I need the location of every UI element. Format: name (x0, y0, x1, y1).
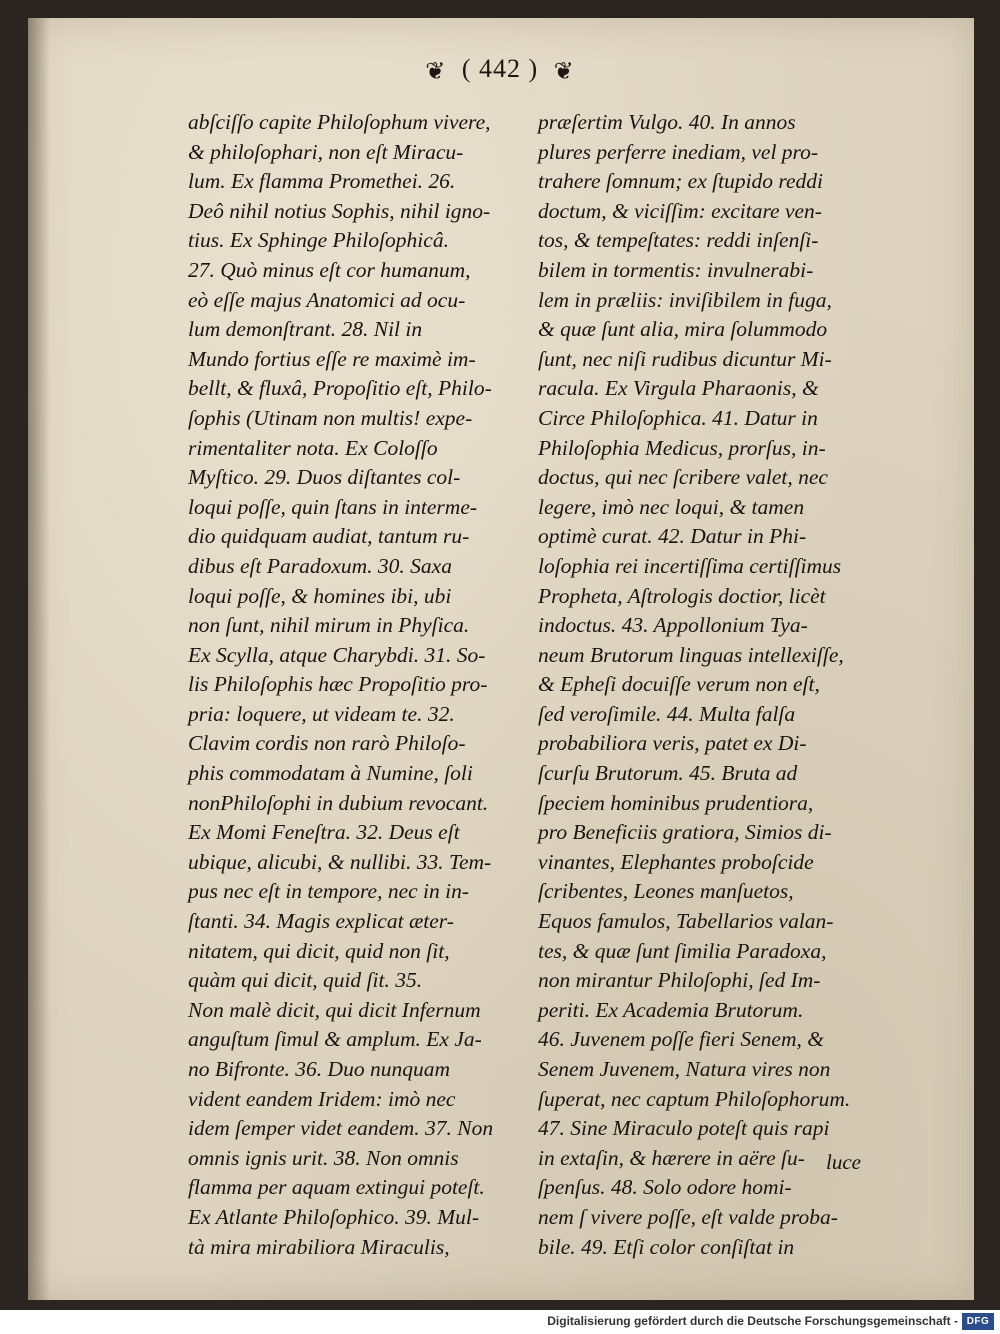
right-text-column (538, 108, 868, 1262)
text-line: lum. Ex flamma Promethei. 26. (188, 169, 456, 194)
text-line: ſuperat, nec captum Philoſophorum. (538, 1086, 851, 1111)
text-line: pus nec eſt in tempore, nec in in- (188, 879, 470, 904)
text-line: plures perferre inediam, vel pro- (538, 139, 819, 164)
text-line: ſtanti. 34. Magis explicat æter- (188, 909, 454, 934)
text-line: trahere ſomnum; ex ſtupido reddi (538, 169, 824, 194)
text-line: vinantes, Elephantes proboſcide (538, 849, 814, 874)
text-line: Ex Atlante Philoſophico. 39. Mul- (188, 1204, 479, 1229)
text-line: lis Philoſophis hæc Propoſitio pro- (188, 672, 488, 697)
text-line: Ex Momi Feneſtra. 32. Deus eſt (188, 820, 460, 845)
text-line: tius. Ex Sphinge Philoſophicâ. (188, 228, 449, 253)
text-line: ubique, alicubi, & nullibi. 33. Tem- (188, 849, 492, 874)
text-line: in extaſin, & hærere in aëre ſu- (538, 1145, 805, 1170)
text-line: nem ſ vivere poſſe, eſt valde proba- (538, 1204, 838, 1229)
text-line: optimè curat. 42. Datur in Phi- (538, 524, 807, 549)
text-line: Ex Scylla, atque Charybdi. 31. So- (188, 642, 486, 667)
left-ornament-icon: ❦ (425, 58, 447, 85)
text-line: nitatem, qui dicit, quid non ſit, (188, 938, 450, 963)
dfg-logo: DFG (962, 1313, 994, 1330)
text-line: nonPhiloſophi in dubium revocant. (188, 790, 489, 815)
text-line: 46. Juvenem poſſe fieri Senem, & (538, 1027, 824, 1052)
text-line: non ſunt, nihil mirum in Phyſica. (188, 613, 470, 638)
text-line: eò eſſe majus Anatomici ad ocu- (188, 287, 466, 312)
text-line: Propheta, Aſtrologis doctior, licèt (538, 583, 826, 608)
text-line: 47. Sine Miraculo poteſt quis rapi (538, 1116, 830, 1141)
text-line: vident eandem Iridem: imò nec (188, 1086, 456, 1111)
text-line: non mirantur Philoſophi, ſed Im- (538, 968, 821, 993)
text-line: flamma per aquam extingui poteſt. (188, 1175, 485, 1200)
text-line: & Epheſi docuiſſe verum non eſt, (538, 672, 820, 697)
text-line: ſunt, nec niſi rudibus dicuntur Mi- (538, 346, 832, 371)
text-line: ſed veroſimile. 44. Multa falſa (538, 701, 796, 726)
text-line: Equos famulos, Tabellarios valan- (538, 909, 834, 934)
left-text-column (188, 108, 528, 1262)
text-line: racula. Ex Virgula Pharaonis, & (538, 376, 819, 401)
text-line: phis commodatam à Numine, ſoli (188, 761, 473, 786)
text-line: dio quidquam audiat, tantum ru- (188, 524, 470, 549)
text-line: loſophia rei incertiſſima certiſſimus (538, 553, 842, 578)
text-line: Senem Juvenem, Natura vires non (538, 1057, 831, 1081)
footer-credit: Digitalisierung gefördert durch die Deutsche Forschungsgemeinschaft - (547, 1314, 958, 1328)
text-line: Non malè dicit, qui dicit Infernum (188, 997, 481, 1022)
text-line: bellt, & fluxâ, Propoſitio eſt, Philo- (188, 376, 492, 401)
page-number: ( 442 ) (461, 54, 539, 83)
text-line: neum Brutorum linguas intellexiſſe, (538, 642, 844, 667)
text-line: pro Beneficiis gratiora, Simios di- (538, 820, 832, 845)
text-line: lem in præliis: inviſibilem in fuga, (538, 287, 832, 312)
text-line: ſophis (Utinam non multis! expe- (188, 405, 473, 430)
gutter-shadow (28, 18, 50, 1300)
text-line: no Bifronte. 36. Duo nunquam (188, 1057, 450, 1081)
text-line: bilem in tormentis: invulnerabi- (538, 257, 814, 282)
text-line: ſcurſu Brutorum. 45. Bruta ad (538, 761, 798, 786)
text-line: tos, & tempeſtates: reddi inſenſi- (538, 228, 819, 253)
text-line: doctus, qui nec ſcribere valet, nec (538, 465, 828, 490)
text-line: tà mira mirabiliora Miraculis, (188, 1234, 450, 1259)
text-line: loqui poſſe, quin ſtans in interme- (188, 494, 478, 519)
catchword: luce (826, 1150, 861, 1174)
text-line: & quæ ſunt alia, mira ſolummodo (538, 317, 828, 342)
text-line: lum demonſtrant. 28. Nil in (188, 317, 423, 342)
text-line: Clavim cordis non rarò Philoſo- (188, 731, 466, 756)
text-line: 27. Quò minus eſt cor humanum, (188, 257, 471, 282)
text-line: Myſtico. 29. Duos diſtantes col- (188, 465, 461, 490)
text-line: doctum, & viciſſim: excitare ven- (538, 198, 822, 223)
text-line: pria: loquere, ut videam te. 32. (188, 701, 455, 726)
text-line: ſpenſus. 48. Solo odore homi- (538, 1175, 792, 1200)
text-line: ſpeciem hominibus prudentiora, (538, 790, 814, 815)
text-line: legere, imò nec loqui, & tamen (538, 494, 805, 519)
text-line: Mundo fortius eſſe re maximè im- (188, 346, 476, 371)
text-line: loqui poſſe, & homines ibi, ubi (188, 583, 452, 608)
footer-bar (0, 1310, 1000, 1334)
text-line: tes, & quæ ſunt ſimilia Paradoxa, (538, 938, 827, 963)
text-line: & philoſophari, non eſt Miracu- (188, 139, 464, 164)
text-line: periti. Ex Academia Brutorum. (538, 997, 804, 1022)
text-line: bile. 49. Etſi color conſiſtat in (538, 1234, 795, 1259)
text-line: Deô nihil notius Sophis, nihil igno- (188, 198, 491, 223)
text-line: anguſtum ſimul & amplum. Ex Ja- (188, 1027, 482, 1052)
text-line: rimentaliter nota. Ex Coloſſo (188, 435, 438, 460)
text-line: omnis ignis urit. 38. Non omnis (188, 1145, 459, 1170)
text-line: idem ſemper videt eandem. 37. Non (188, 1116, 494, 1141)
page-header (380, 54, 620, 94)
text-line: Philoſophia Medicus, prorſus, in- (538, 435, 826, 460)
text-line: indoctus. 43. Appollonium Tya- (538, 613, 808, 638)
right-ornament-icon: ❦ (553, 58, 575, 85)
text-line: abſciſſo capite Philoſophum vivere, (188, 110, 491, 134)
text-line: quàm qui dicit, quid ſit. 35. (188, 968, 423, 993)
text-line: ſcribentes, Leones manſuetos, (538, 879, 794, 904)
text-line: dibus eſt Paradoxum. 30. Saxa (188, 553, 452, 578)
text-line: Circe Philoſophica. 41. Datur in (538, 405, 818, 430)
text-line: præſertim Vulgo. 40. In annos (538, 110, 796, 134)
text-line: probabiliora veris, patet ex Di- (538, 731, 807, 756)
